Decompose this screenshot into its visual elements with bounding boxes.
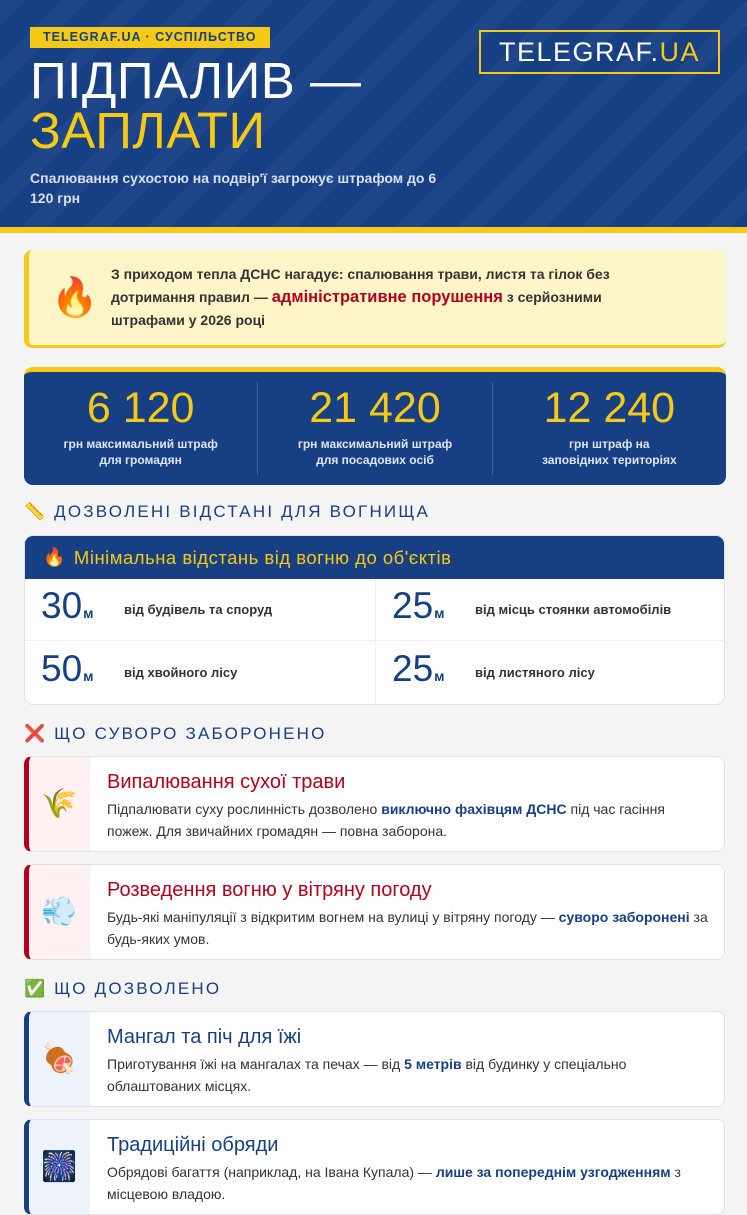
rule-card-title: Традиційні обряди <box>107 1134 279 1156</box>
page-subtitle: Спалювання сухостою на подвір'ї загрожує штрафом до 6 120 грн <box>30 170 437 206</box>
notice-highlight: адміністративне порушення <box>271 288 503 306</box>
notice-text-after: з серйозними штрафами у 2026 році <box>111 289 602 328</box>
rule-card-body <box>90 1012 724 1106</box>
fire-icon: 🔥 <box>51 276 99 319</box>
ruler-icon: 📏 <box>24 502 46 521</box>
distance-value: 50м <box>41 648 94 689</box>
fines-stats <box>24 367 726 485</box>
wind-icon: 💨 <box>29 865 90 959</box>
fireworks-icon: 🎆 <box>29 1120 90 1214</box>
rule-card-body <box>90 1120 724 1214</box>
rule-card-forbidden <box>24 864 725 960</box>
distances-grid <box>25 579 724 704</box>
stat-value: 21 420 <box>309 384 441 432</box>
category-tag[interactable]: TELEGRAF.UA · СУСПІЛЬСТВО <box>30 27 270 48</box>
rule-card-body <box>90 757 724 851</box>
logo-ua-text: UA <box>659 36 701 67</box>
distance-value: 30м <box>41 585 94 626</box>
distance-label: від місць стоянки автомобілів <box>475 602 672 617</box>
distance-value: 25м <box>392 648 445 689</box>
stat-label: грн максимальний штраф для громадян <box>63 437 218 467</box>
distance-item <box>25 579 375 641</box>
notice-text <box>111 263 671 332</box>
distance-label: від листяного лісу <box>475 665 595 680</box>
distance-item <box>375 579 725 641</box>
section-title: ДОЗВОЛЕНІ ВІДСТАНІ ДЛЯ ВОГНИЩА <box>54 502 431 521</box>
stat-reserves <box>492 382 726 475</box>
rule-card-desc: Підпалювати суху рослинність дозволено виключно фахівцям ДСНС під час гасіння пожеж. Для звичайних громадян — повна заборона. <box>107 801 665 839</box>
rule-card-desc: Будь-які маніпуляції з відкритим вогнем на вулиці у вітряну погоду — суворо заборонені за будь-яких умов. <box>107 909 708 947</box>
rule-card-allowed <box>24 1011 725 1107</box>
title-line-1: ПІДПАЛИВ — <box>30 52 362 109</box>
stat-citizens <box>24 382 257 475</box>
stat-label: грн штраф на заповідних територіях <box>541 437 677 467</box>
distances-card <box>24 535 725 705</box>
stat-value: 12 240 <box>543 384 676 432</box>
notice-banner <box>24 250 726 348</box>
section-heading-forbidden <box>24 724 327 744</box>
notice-text-before: З приходом тепла ДСНС нагадує: спалювання трави, листя та гілок без дотримання правил — <box>111 266 610 305</box>
rule-card-allowed <box>24 1119 725 1215</box>
rule-card-title: Випалювання сухої трави <box>107 771 346 793</box>
fire-icon: 🔥 <box>43 547 66 567</box>
check-mark-icon: ✅ <box>24 979 46 998</box>
rule-card-desc: Приготування їжі на мангалах та печах — від 5 метрів від будинку у спеціально облаштованих місцях. <box>107 1056 627 1094</box>
section-title: ЩО ДОЗВОЛЕНО <box>54 979 222 998</box>
rule-card-forbidden <box>24 756 725 852</box>
meat-icon: 🍖 <box>29 1012 90 1106</box>
distance-value: 25м <box>392 585 445 626</box>
rule-card-title: Розведення вогню у вітряну погоду <box>107 879 432 901</box>
distance-label: від хвойного лісу <box>124 665 238 680</box>
title-line-2: ЗАПЛАТИ <box>30 102 266 159</box>
distance-label: від будівель та споруд <box>124 602 273 617</box>
cross-mark-icon: ❌ <box>24 724 46 743</box>
distance-item <box>375 641 725 704</box>
dry-grass-icon: 🌾 <box>29 757 90 851</box>
stat-officials <box>257 382 491 475</box>
rule-card-body <box>90 865 724 959</box>
section-title: ЩО СУВОРО ЗАБОРОНЕНО <box>54 724 327 743</box>
rule-card-desc: Обрядові багаття (наприклад, на Івана Купала) — лише за попереднім узгодженням з місцевою владою. <box>107 1164 681 1202</box>
rule-card-title: Мангал та піч для їжі <box>107 1026 302 1048</box>
site-logo[interactable] <box>479 30 720 74</box>
distances-card-title: Мінімальна відстань від вогню до об'єктів <box>73 546 452 568</box>
stat-label: грн максимальний штраф для посадових осіб <box>297 437 453 467</box>
section-heading-allowed <box>24 979 221 999</box>
distances-card-header <box>25 536 724 579</box>
distance-item <box>25 641 375 704</box>
hero-header <box>0 0 747 233</box>
logo-main-text: TELEGRAF. <box>498 36 660 67</box>
stat-value: 6 120 <box>86 384 195 432</box>
section-heading-distances <box>24 502 430 522</box>
